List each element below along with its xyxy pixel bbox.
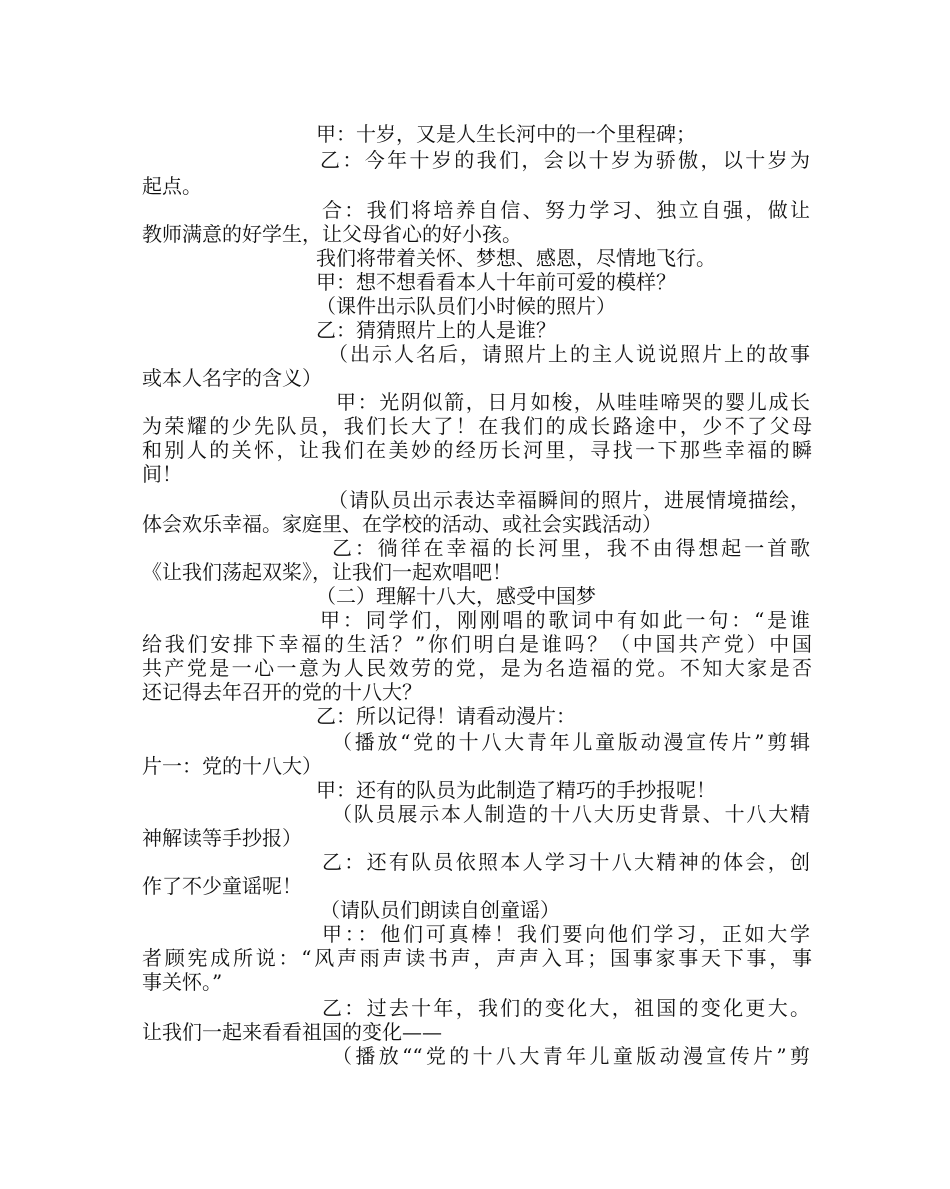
text-line: 乙：还有队员依照本人学习十八大精神的体会，创: [322, 850, 810, 874]
text-line: 事关怀。”: [142, 970, 223, 994]
text-line: 和别人的关怀，让我们在美妙的经历长河里，寻找一下那些幸福的瞬: [142, 438, 812, 462]
text-line: 甲：光阴似箭，日月如梭，从哇哇啼哭的婴儿成长: [336, 390, 810, 414]
text-line: 甲：想不想看看本人十年前可爱的模样？: [316, 270, 676, 294]
text-line: 甲：还有的队员为此制造了精巧的手抄报呢！: [316, 778, 716, 802]
text-line: 作了不少童谣呢！: [142, 874, 302, 898]
text-line: 神解读等手抄报）: [142, 826, 302, 850]
text-line: 乙：所以记得！请看动漫片：: [316, 704, 576, 728]
text-line: 让我们一起来看看祖国的变化——: [142, 1020, 442, 1044]
text-line: 甲：同学们，刚刚唱的歌词中有如此一句：“是谁: [320, 608, 810, 632]
text-line: 教师满意的好学生，让父母省心的好小孩。: [142, 222, 522, 246]
text-line: 甲：十岁，又是人生长河中的一个里程碑；: [316, 122, 696, 146]
text-line: 乙：过去十年，我们的变化大，祖国的变化更大。: [322, 996, 810, 1020]
text-line: 间！: [142, 462, 182, 486]
section-heading: （二）理解十八大，感受中国梦: [316, 584, 596, 608]
text-line: 乙：今年十岁的我们，会以十岁为骄傲，以十岁为: [320, 148, 810, 172]
text-line: 乙：徜徉在幸福的长河里，我不由得想起一首歌: [332, 536, 810, 560]
text-line: 合：我们将培养自信、努力学习、独立自强，做让: [322, 198, 810, 222]
text-line: 体会欢乐幸福。家庭里、在学校的活动、或社会实践活动）: [142, 512, 662, 536]
text-line: （播放“党的十八大青年儿童版动漫宣传片”剪辑: [332, 730, 810, 754]
text-line: 给我们安排下幸福的生活？”你们明白是谁吗？（中国共产党）中国: [142, 632, 812, 656]
text-line: 甲：：他们可真棒！我们要向他们学习，正如大学: [322, 922, 810, 946]
text-line: 或本人名字的含义）: [142, 366, 322, 390]
text-line: 《让我们荡起双桨》，让我们一起欢唱吧！: [142, 560, 512, 584]
text-line: 还记得去年召开的党的十八大？: [142, 680, 422, 704]
text-line: （播放““党的十八大青年儿童版动漫宣传片”剪: [332, 1044, 810, 1068]
text-line: （请队员们朗读自创童谣）: [320, 898, 560, 922]
text-line: 片一：党的十八大）: [142, 754, 322, 778]
text-line: 为荣耀的少先队员，我们长大了！在我们的成长路途中，少不了父母: [142, 414, 812, 438]
text-line: 我们将带着关怀、梦想、感恩，尽情地飞行。: [316, 246, 716, 270]
text-line: （队员展示本人制造的十八大历史背景、十八大精: [332, 802, 810, 826]
text-line: 共产党是一心一意为人民效劳的党，是为名造福的党。不知大家是否: [142, 656, 812, 680]
text-line: （请队员出示表达幸福瞬间的照片，进展情境描绘，: [328, 488, 810, 512]
text-line: 者顾宪成所说：“风声雨声读书声，声声入耳；国事家事天下事，事: [142, 946, 812, 970]
text-line: 乙：猜猜照片上的人是谁？: [316, 318, 556, 342]
text-line: 起点。: [142, 174, 202, 198]
text-line: （出示人名后，请照片上的主人说说照片上的故事: [328, 342, 810, 366]
text-line: （课件出示队员们小时候的照片）: [316, 294, 616, 318]
